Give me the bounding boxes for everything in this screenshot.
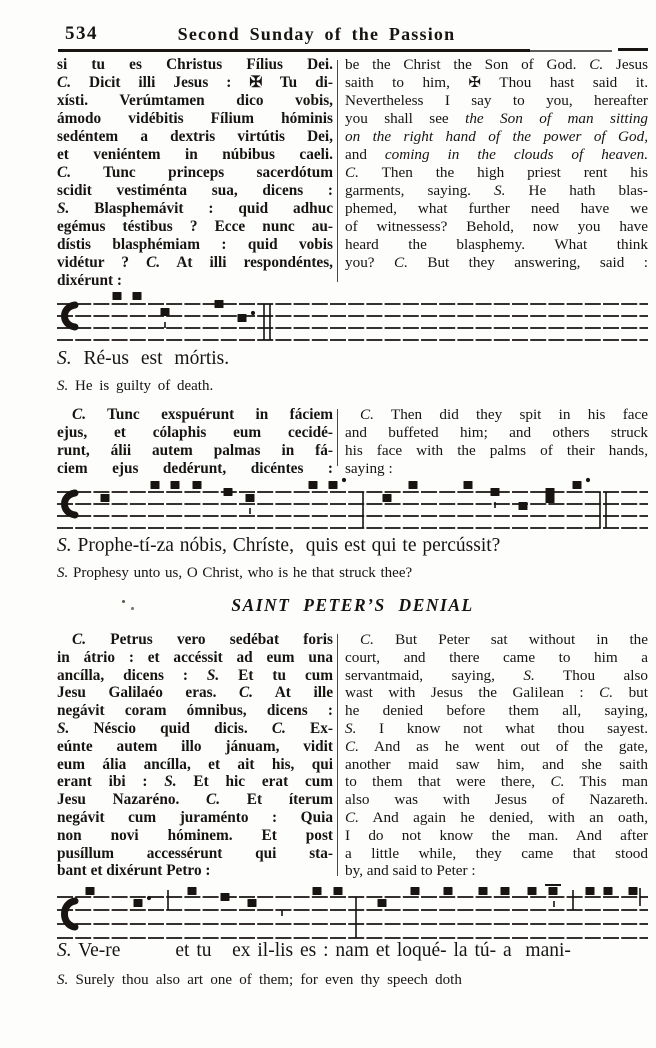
text-line: on the right hand of the power of God, bbox=[345, 128, 648, 145]
chant-staff-svg bbox=[57, 288, 648, 350]
text-line: ciem ejus dedérunt, dicéntes : bbox=[57, 460, 333, 477]
text-line: servantmaid, saying, S. Thou also bbox=[345, 666, 648, 684]
column-divider-2 bbox=[337, 409, 338, 466]
text-line: vidétur ? C. At illi respondéntes, bbox=[57, 254, 333, 271]
text-line: eúnte autem illo jánuam, vidit bbox=[57, 737, 333, 755]
text-line: Nevertheless I say to you, hereafter bbox=[345, 92, 648, 109]
text-line: C. But Peter sat without in the bbox=[360, 631, 648, 648]
text-line: et veniéntem in núbibus caeli. bbox=[57, 146, 333, 163]
text-line: his face with the palms of their hands, bbox=[345, 442, 648, 459]
text-line: ancílla, dicens : S. Et tu cum bbox=[57, 666, 333, 684]
text-line: egémus téstibus ? Ecce nunc au- bbox=[57, 218, 333, 235]
text-line: ámodo vidébitis Fílium hóminis bbox=[57, 110, 333, 127]
section-heading: SAINT PETER’S DENIAL bbox=[231, 595, 474, 615]
chant-note bbox=[151, 481, 160, 489]
text-line: also was with Jesus of Nazareth. bbox=[345, 791, 648, 809]
text-line: S. He is guilty of death. bbox=[57, 378, 214, 394]
latin-column-block1 bbox=[57, 56, 333, 290]
text-line: si tu es Christus Fílius Dei. bbox=[57, 56, 333, 73]
chant3-latin-lyric bbox=[57, 940, 571, 962]
text-line: by, and said to Peter : bbox=[345, 862, 476, 880]
chant-note bbox=[86, 887, 95, 895]
chant-note bbox=[549, 887, 558, 895]
header-rule-middle bbox=[530, 50, 612, 52]
chant-note bbox=[586, 887, 595, 895]
chant-note bbox=[479, 887, 488, 895]
chant2-english-lyric bbox=[57, 565, 412, 582]
text-line: court, and there came to him a bbox=[345, 648, 648, 666]
chant-staff-3 bbox=[57, 884, 648, 946]
text-line: saying : bbox=[345, 460, 393, 477]
chant-note bbox=[409, 481, 418, 489]
text-line: xísti. Verúmtamen dico vobis, bbox=[57, 92, 333, 109]
text-line: negávit cum juraménto : Quia bbox=[57, 808, 333, 826]
text-line: in átrio : et accéssit ad eum una bbox=[57, 648, 333, 666]
chant-note bbox=[238, 314, 247, 322]
chant-note bbox=[546, 495, 555, 503]
running-title: Second Sunday of the Passion bbox=[177, 24, 456, 44]
chant-note bbox=[411, 887, 420, 895]
vertical-episema-icon bbox=[249, 508, 251, 514]
text-line: S. Néscio quid dicis. C. Ex- bbox=[57, 719, 333, 737]
text-line: C. Tunc princeps sacerdótum bbox=[57, 164, 333, 181]
punctum-mora-dot bbox=[147, 896, 151, 900]
latin-column-block3 bbox=[57, 631, 333, 880]
text-line: C. And again he denied, with an oath, bbox=[345, 808, 648, 826]
text-line: S. Ré-us est mórtis. bbox=[57, 348, 230, 369]
chant-note bbox=[629, 887, 638, 895]
latin-column-block2 bbox=[57, 406, 333, 478]
text-line: C. Then the high priest rent his bbox=[345, 164, 648, 181]
text-line: dístis blasphémiam : quid vobis bbox=[57, 236, 333, 253]
punctum-mora-dot bbox=[251, 311, 255, 315]
text-line: runt, álii autem palmas in fá- bbox=[57, 442, 333, 459]
header-rule-right bbox=[618, 48, 648, 51]
chant-note bbox=[113, 292, 122, 300]
text-line: C. Dicit illi Jesus : ✠ Tu di- bbox=[57, 74, 333, 91]
text-line: he denied before them all, saying, bbox=[345, 702, 648, 720]
text-line: pusíllum accessérunt qui sta- bbox=[57, 844, 333, 862]
chant-note bbox=[334, 887, 343, 895]
chant-note bbox=[188, 887, 197, 895]
chant-note bbox=[329, 481, 338, 489]
chant-note bbox=[383, 494, 392, 502]
text-line: be the Christ the Son of God. C. Jesus bbox=[345, 56, 648, 73]
horizontal-episema-icon bbox=[545, 884, 561, 886]
chant3-english-lyric bbox=[57, 972, 462, 989]
chant-staff-svg bbox=[57, 476, 648, 538]
chant1-english-lyric bbox=[57, 378, 213, 395]
text-line: eum ália ancílla, et ait his, qui bbox=[57, 755, 333, 773]
chant-note bbox=[546, 488, 555, 496]
vertical-episema-icon bbox=[553, 901, 555, 907]
text-line: S. Surely thou also art one of them; for even thy speech doth bbox=[57, 972, 462, 988]
text-line: C. Then did they spit in his face bbox=[360, 406, 648, 423]
text-line: phemed, what further need have we bbox=[345, 200, 648, 217]
print-speck bbox=[131, 607, 134, 610]
text-line: C. And as he went out of the gate, bbox=[345, 737, 648, 755]
punctum-mora-dot bbox=[342, 478, 346, 482]
text-line: you? C. But they answering, said : bbox=[345, 254, 648, 271]
column-divider-3 bbox=[337, 634, 338, 876]
chant-note bbox=[215, 300, 224, 308]
chant-note bbox=[221, 893, 230, 901]
chant-note bbox=[378, 899, 387, 907]
chant-note bbox=[246, 494, 255, 502]
text-line: Jesu Galilaéo eras. C. At ille bbox=[57, 684, 333, 702]
chant-note bbox=[491, 488, 500, 496]
chant-note bbox=[171, 481, 180, 489]
text-line: and buffeted him; and others struck bbox=[345, 424, 648, 441]
text-line: dixérunt : bbox=[57, 272, 123, 289]
text-line: I do not know the man. And after bbox=[345, 826, 648, 844]
text-line: S. Prophe-tí-za nóbis, Chríste, quis est qui te percússit? bbox=[57, 535, 501, 556]
text-line: a little while, they came that stood bbox=[345, 844, 648, 862]
text-line: ejus, et cólaphis eum cecidé- bbox=[57, 424, 333, 441]
text-line: Jesu Nazaréno. C. Et íterum bbox=[57, 791, 333, 809]
vertical-episema-icon bbox=[281, 910, 283, 916]
chant-staff-svg bbox=[57, 884, 648, 946]
text-line: negávit coram ómnibus, dicens : bbox=[57, 702, 333, 720]
text-line: non novi hóminem. Et post bbox=[57, 826, 333, 844]
chant2-latin-lyric bbox=[57, 535, 500, 557]
text-line: to them that were there, C. This man bbox=[345, 773, 648, 791]
chant-note bbox=[309, 481, 318, 489]
chant-note bbox=[528, 887, 537, 895]
punctum-mora-dot bbox=[586, 478, 590, 482]
chant-note bbox=[519, 502, 528, 510]
english-column-block1 bbox=[345, 56, 648, 272]
chant1-latin-lyric bbox=[57, 348, 229, 370]
print-speck bbox=[122, 600, 125, 603]
chant-note bbox=[224, 488, 233, 496]
text-line: S. Ve-re et tu ex il-lis es : nam et loqué- la tú- a mani- bbox=[57, 940, 571, 961]
english-column-block2 bbox=[345, 406, 648, 478]
chant-note bbox=[444, 887, 453, 895]
text-line: erant ibi : S. Et hic erat cum bbox=[57, 773, 333, 791]
chant-note bbox=[573, 481, 582, 489]
chant-note bbox=[161, 308, 170, 316]
text-line: S. Blasphemávit : quid adhuc bbox=[57, 200, 333, 217]
chant-note bbox=[133, 292, 142, 300]
text-line: bant et dixérunt Petro : bbox=[57, 862, 211, 880]
text-line: C. Tunc exspuérunt in fáciem bbox=[72, 406, 333, 423]
vertical-episema-icon bbox=[494, 502, 496, 508]
chant-note bbox=[248, 899, 257, 907]
text-line: wast with Jesus the Galilean : C. but bbox=[345, 684, 648, 702]
column-divider-1 bbox=[337, 60, 338, 282]
chant-note bbox=[193, 481, 202, 489]
text-line: you shall see the Son of man sitting bbox=[345, 110, 648, 127]
text-line: heard the blasphemy. What think bbox=[345, 236, 648, 253]
chant-note bbox=[501, 887, 510, 895]
text-line: and coming in the clouds of heaven. bbox=[345, 146, 648, 163]
chant-note bbox=[134, 899, 143, 907]
chant-note bbox=[313, 887, 322, 895]
text-line: S. Prophesy unto us, O Christ, who is he that struck thee? bbox=[57, 565, 413, 581]
header-rule-left bbox=[58, 49, 530, 52]
vertical-episema-icon bbox=[164, 322, 166, 328]
text-line: of witnessess? Behold, now you have bbox=[345, 218, 648, 235]
text-line: saith to him, ✠ Thou hast said it. bbox=[345, 74, 648, 91]
do-clef-icon bbox=[65, 901, 76, 927]
english-column-block3 bbox=[345, 631, 648, 880]
text-line: S. I know not what thou sayest. bbox=[345, 719, 648, 737]
page-number: 534 bbox=[65, 23, 98, 44]
text-line: sedéntem a dextris virtútis Dei, bbox=[57, 128, 333, 145]
chant-note bbox=[464, 481, 473, 489]
chant-staff-1 bbox=[57, 288, 648, 350]
chant-staff-2 bbox=[57, 476, 648, 538]
text-line: C. Petrus vero sedébat foris bbox=[72, 631, 333, 648]
text-line: another maid saw him, and she saith bbox=[345, 755, 648, 773]
chant-note bbox=[101, 494, 110, 502]
text-line: scidit vestiménta sua, dicens : bbox=[57, 182, 333, 199]
text-line: garments, saying. S. He hath blas- bbox=[345, 182, 648, 199]
chant-note bbox=[604, 887, 613, 895]
